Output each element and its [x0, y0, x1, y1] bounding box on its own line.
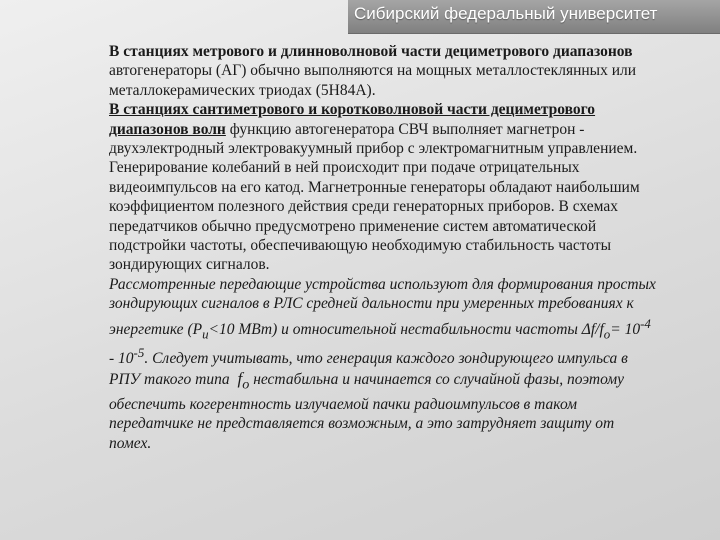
conclusion-text-1: Рассмотренные передающие устройства используют для формирования простых зондирующих сигналов в РЛС средней дальности при умеренных требованиях к энергетике (Р — [109, 275, 656, 338]
pulse-power-subscript: и — [202, 325, 209, 341]
paragraph-cm-band-text: функцию автогенератора СВЧ выполняет магнетрон - двухэлектродный электровакуумный прибор с электромагнитным управлением. Генерирование колебаний в ней происходит при подаче отрицательных видеоимпульсов на его катод. Магнетронные генераторы обладают наибольшим коэффициентом полезного действия среди генераторных приборов. В схемах передатчиков обычно предусмотрено применение систем автоматической подстройки частоты, обеспечивающую необходимую стабильность частоты зондирующих сигналов. — [109, 120, 640, 274]
paragraph-meter-band-heading: В станциях метрового и длинноволновой части дециметрового диапазонов — [109, 43, 633, 60]
paragraph-cm-band-heading: В станциях сантиметрового и коротковолновой части дециметрового диапазонов волн — [109, 101, 596, 138]
f0-symbol — [237, 368, 250, 393]
conclusion-text-5: . Следует учитывать, что генерация каждого зондирующего импульса в РПУ такого типа — [109, 350, 628, 388]
university-title: Сибирский федеральный университет — [354, 4, 658, 23]
conclusion-text-4: - 10 — [109, 350, 134, 368]
f0-letter: f — [237, 368, 243, 388]
paragraph-meter-band-text: автогенераторы (АГ) обычно выполняются на мощных металлостеклянных или металлокерамических триодах (5Н84А). — [109, 62, 637, 99]
conclusion-text-3: = 10 — [610, 320, 641, 338]
exponent-2: -5 — [133, 345, 145, 361]
frequency-subscript: о — [603, 325, 611, 341]
header-bar — [348, 0, 720, 34]
paragraph-cm-band — [69, 100, 659, 275]
conclusion-text-6: нестабильна и начинается со случайной фазы, поэтому обеспечить когерентность излучаемой пачки радиоимпульсов в таком передатчике не представляется возможным, а это затрудняет защиту от помех. — [109, 370, 624, 452]
conclusion-text-2: <10 МВт) и относительной нестабильности частоты Δf/f — [208, 320, 604, 338]
paragraph-conclusion — [69, 275, 659, 453]
f0-subscript: о — [242, 376, 250, 393]
slide-content — [69, 42, 659, 453]
paragraph-meter-band — [69, 42, 659, 100]
exponent-1: -4 — [640, 315, 651, 331]
